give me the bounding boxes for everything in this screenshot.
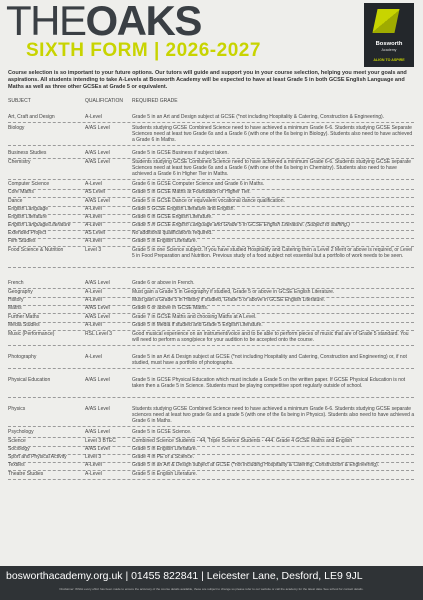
qualification-cell: A-Level	[85, 297, 102, 303]
subject-cell: Art, Craft and Design	[8, 114, 55, 120]
qualification-cell: A-Level	[85, 206, 102, 212]
subject-cell: Psychology	[8, 429, 34, 435]
qualification-cell: AS Level	[85, 230, 106, 236]
qualification-cell: A-Level	[85, 322, 102, 328]
row-divider	[8, 479, 414, 480]
qualification-cell: A/AS Level	[85, 198, 110, 204]
subject-cell: Dance	[8, 198, 23, 204]
required-grade-cell: Grade 5 in an Art & Design subject at GCSE (*not including Hospitality and Catering, Construction and Engineering) or, if not studied, must have a portfolio of photographs.	[132, 354, 407, 367]
qualification-cell: A/AS Level	[85, 159, 110, 165]
qualification-cell: A/AS Level	[85, 150, 110, 156]
logo-name: Bosworth	[375, 41, 403, 47]
required-grade-cell: Must gain a Grade 5 in History if studied, Grade 5 or above in GCSE English Literature.	[132, 297, 326, 303]
row-divider	[8, 345, 414, 346]
required-grade-cell: Students studying GCSE Combined Science need to have achieved a minimum Grade 6-6. Students studying GCSE separate Sciences need at least two Grade 6s and a Grade 6 (with one of the 6s being in Chemistry). Students also need to have achieved a Grade 6 in Higher Tier in Maths.	[132, 159, 412, 178]
row-divider	[8, 122, 414, 123]
subject-cell: Computer Science	[8, 181, 50, 187]
qualification-cell: Level 3 BTEC	[85, 438, 116, 444]
required-grade-cell: Grade 6 in GCSE English Literature.	[132, 214, 213, 220]
subject-cell: Extended Project	[8, 230, 47, 236]
row-divider	[8, 368, 414, 369]
logo-subname: Academy	[381, 48, 397, 52]
subject-cell: Food Science & Nutrition	[8, 247, 64, 253]
subject-cell: Chemistry	[8, 159, 31, 165]
required-grade-cell: Grade 5 in GCSE Physical Education which must include a Grade 5 on the written paper. If GCSE Physical Education is not taken then a Grade 5 in Science. Students must be playing competitive sport regularly outside of school.	[132, 377, 406, 390]
title-the: THE	[6, 0, 86, 44]
title-oaks: OAKS	[85, 0, 201, 44]
row-divider	[8, 397, 414, 398]
qualification-cell: A/AS Level	[85, 305, 110, 311]
subject-cell: French	[8, 280, 24, 286]
subject-cell: Core Maths	[8, 189, 34, 195]
subject-cell: Theatre Studies	[8, 471, 44, 477]
subject-cell: Maths	[8, 305, 22, 311]
bosworth-logo	[364, 3, 414, 67]
qualification-cell: A-Level	[85, 462, 102, 468]
subject-cell: History	[8, 297, 24, 303]
footer-contact: bosworthacademy.org.uk | 01455 822841 | Leicester Lane, Desford, LE9 9JL	[6, 570, 363, 582]
required-grade-cell: Grade 5 in English Literature.	[132, 446, 198, 452]
column-header-required-grade: REQUIRED GRADE	[132, 98, 178, 104]
qualification-cell: A-Level	[85, 222, 102, 228]
school-title	[6, 0, 201, 44]
intro-paragraph: Course selection is so important to your future options. Our tutors will guide and support you in your course selection, helping you meet your goals and aspirations. All students intending to take A-Levels at Bosworth Academy will be expected to have at least Grade 5 in both GCSE English Language and Maths as well as three other GCSEs at Grade 5 or equivalent.	[8, 70, 407, 90]
subject-cell: Film Studies	[8, 238, 36, 244]
subject-cell: English Language/Literature	[8, 222, 71, 228]
column-header-qualification: QUALIFICATION	[85, 98, 123, 104]
required-grade-cell: Grade 6 in GCSE Computer Science and Grade 6 in Maths.	[132, 181, 265, 187]
subject-cell: Photography	[8, 354, 37, 360]
header	[0, 0, 423, 66]
qualification-cell: A-Level	[85, 114, 102, 120]
required-grade-cell: Good musical experience on an instrument/voice and to be able to perform pieces of music that are of Grade 5 standard. You will need to perform a song/piece for your audition to be accepted onto the course.	[132, 331, 409, 344]
required-grade-cell: Grade 5 in GCSE English Language and Grade 5 in GCSE English Literature. (Subject to staffing.)	[132, 222, 350, 228]
required-grade-cell: Grade 5 in English Literature.	[132, 238, 198, 244]
required-grade-cell: Grade 5 in GCSE Science.	[132, 429, 192, 435]
footer	[0, 566, 423, 600]
required-grade-cell: Grade 5 in English Literature.	[132, 471, 198, 477]
required-grade-cell: Students studying GCSE Combined Science need to have achieved a minimum Grade 6-6. Students studying GCSE Separate Sciences need at least two Grade 6s and a Grade 6 (with one of the 6s being in Biology). Students also need to have achieved a Grade 6 in Maths.	[132, 125, 413, 144]
qualification-cell: A/AS Level	[85, 125, 110, 131]
qualification-cell: A-Level	[85, 214, 102, 220]
qualification-cell: Level 3	[85, 247, 102, 253]
required-grade-cell: Grade 4 in PE or a Science.	[132, 454, 194, 460]
row-divider	[8, 426, 414, 427]
required-grade-cell: Must gain a Grade 5 in Geography if studied, Grade 5 or above in GCSE English Literature.	[132, 289, 335, 295]
required-grade-cell: No additional qualifications required.	[132, 230, 213, 236]
qualification-cell: A/AS Level	[85, 446, 110, 452]
subject-cell: Physics	[8, 406, 26, 412]
subject-cell: Media Studies	[8, 322, 40, 328]
subject-cell: Business Studies	[8, 150, 47, 156]
subject-cell: Sociology	[8, 446, 30, 452]
subject-cell: English Literature	[8, 214, 47, 220]
required-grade-cell: Grade 5 in one Science subject. If you have studied Hospitality and Catering then a Level 2 Merit or above is required, or Level 5 in Food Preparation and Nutrition. Previous study of a food subject not essential but a portfolio of work needs to be seen.	[132, 247, 413, 260]
subject-cell: Geography	[8, 289, 33, 295]
required-grade-cell: Combined Science Students - 44, Triple Science Students - 444. Grade 4 GCSE Maths and English	[132, 438, 353, 444]
required-grade-cell: Grade 5 in GCSE Dance or equivalent vocational dance qualification.	[132, 198, 285, 204]
qualification-cell: A/AS Level	[85, 377, 110, 383]
qualification-cell: Level 3	[85, 454, 102, 460]
logo-tagline: ALIGN TO ASPIRE	[373, 58, 405, 62]
subject-cell: Biology	[8, 125, 25, 131]
footer-disclaimer: Disclaimer: Whilst every effort has been made to ensure the accuracy of the course details available, these are subject to change so please refer to our website or call the academy for the latest data. See school for contact details.	[59, 587, 364, 591]
required-grade-cell: Grade 5 GCSE English Literature and English.	[132, 206, 235, 212]
required-grade-cell: Grade 5 in an Art & Design subject at GCSE (*not including Hospitality & Catering, Construction & Engineering).	[132, 462, 380, 468]
required-grade-cell: Grade 5 in Media if studied and Grade 5 English Literature.	[132, 322, 263, 328]
qualification-cell: AS Level	[85, 189, 106, 195]
subject-cell: Science	[8, 438, 26, 444]
row-divider	[8, 145, 414, 146]
qualification-cell: A-Level	[85, 354, 102, 360]
subject-cell: English Language	[8, 206, 49, 212]
subject-cell: Music (Performance)	[8, 331, 55, 337]
qualification-cell: A-Level	[85, 238, 102, 244]
qualification-cell: A-Level	[85, 181, 102, 187]
qualification-cell: A/AS Level	[85, 280, 110, 286]
required-grade-cell: Grade 6 or above in French.	[132, 280, 195, 286]
column-header-subject: SUBJECT	[8, 98, 31, 104]
required-grade-cell: Students studying GCSE Combined Science need to have achieved a minimum Grade 6-6. Students studying GCSE separate sciences need at least two grade 6s and a grade 5 (with one of the 6s being in Physics). Students also need to have achieved a Grade 6 in Maths.	[132, 406, 415, 425]
logo-mark-icon	[372, 9, 399, 33]
required-grade-cell: Grade 5 in GCSE Maths at Foundation or Higher Tier.	[132, 189, 251, 195]
qualification-cell: RSL Level 3	[85, 331, 113, 337]
qualification-cell: A-Level	[85, 289, 102, 295]
qualification-cell: A/AS Level	[85, 314, 110, 320]
required-grade-cell: Grade 5 in GCSE Business if subject taken.	[132, 150, 229, 156]
subject-cell: Further Maths	[8, 314, 40, 320]
subject-cell: Physical Education	[8, 377, 51, 383]
subject-cell: Textiles	[8, 462, 25, 468]
subject-cell: Sport and Physical Activity	[8, 454, 67, 460]
sixth-form-subtitle: SIXTH FORM | 2026-2027	[26, 40, 261, 61]
qualification-cell: A/AS Level	[85, 429, 110, 435]
qualification-cell: A/AS Level	[85, 406, 110, 412]
required-grade-cell: Grade 6 or above in GCSE Maths.	[132, 305, 209, 311]
row-divider	[8, 267, 414, 268]
required-grade-cell: Grade 5 in an Art and Design subject at GCSE (*not including Hospitality & Catering, Construction & Engineering).	[132, 114, 385, 120]
row-divider	[8, 179, 414, 180]
qualification-cell: A-Level	[85, 471, 102, 477]
required-grade-cell: Grade 7 in GCSE Maths and choosing Maths at A Level.	[132, 314, 257, 320]
